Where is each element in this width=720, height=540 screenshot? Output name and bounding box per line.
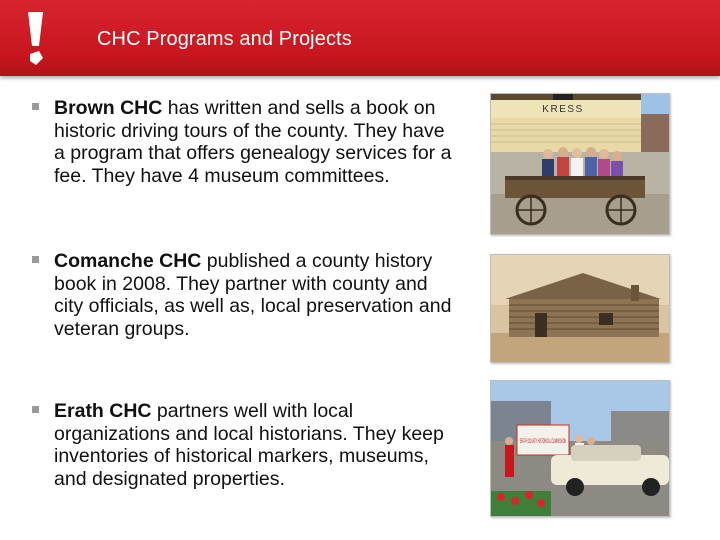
exclamation-mark-logo-icon <box>22 10 50 66</box>
depot-sign-text: KRESS <box>542 104 584 115</box>
bullet-text <box>54 250 457 340</box>
header-bar <box>0 0 720 76</box>
bullet-item-comanche <box>32 250 457 340</box>
bullet-item-brown <box>32 97 457 187</box>
county-name: Comanche CHC <box>54 250 202 272</box>
bullet-description: has written and sells a book on historic driving tours of the county. They have a program that offers genealogy services for a fee. They have 4 museum committees. <box>54 97 452 187</box>
bullet-marker-icon <box>32 406 39 413</box>
parade-banner-text: ERATH COUNTY HISTORICAL COMMISSION <box>520 439 566 445</box>
page-title: CHC Programs and Projects <box>97 28 352 50</box>
county-name: Brown CHC <box>54 97 163 119</box>
bullet-text <box>54 400 457 490</box>
county-name: Erath CHC <box>54 400 152 422</box>
bullet-marker-icon <box>32 103 39 110</box>
bullet-description: partners well with local organizations and local historians. They keep inventories of historical markers, museums, and designated properties. <box>54 400 444 490</box>
kress-depot-group-photo <box>490 93 670 235</box>
bullet-item-erath <box>32 400 457 490</box>
bullet-text <box>54 97 457 187</box>
parade-car-photo <box>490 380 670 517</box>
bullet-marker-icon <box>32 256 39 263</box>
historic-log-cabin-photo <box>490 254 670 363</box>
bullet-description: published a county history book in 2008. They partner with county and city officials, as well as, local preservation and veteran groups. <box>54 250 452 340</box>
